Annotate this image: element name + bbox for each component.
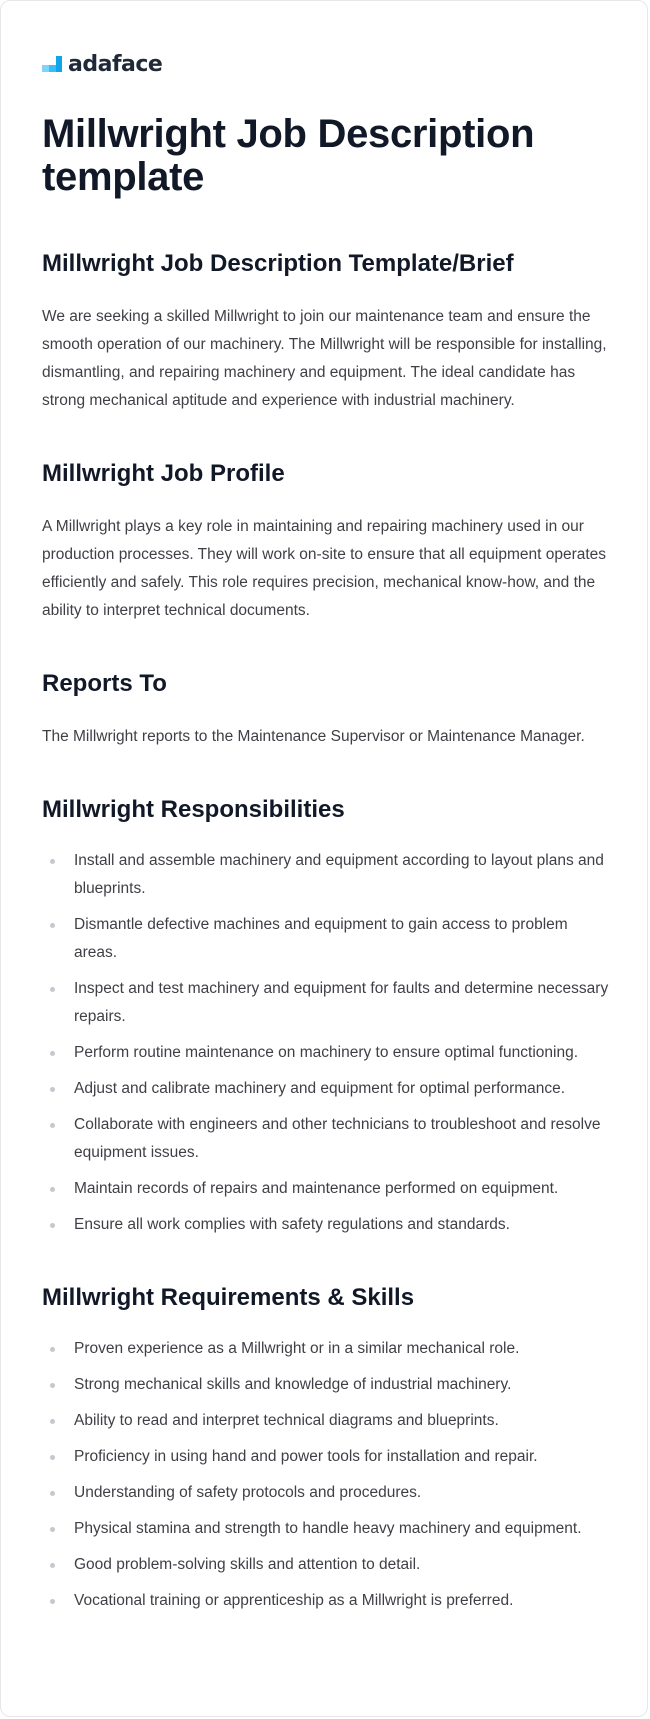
section-heading: Millwright Requirements & Skills [42, 1284, 415, 1311]
document-content [42, 49, 610, 1615]
list-item: Collaborate with engineers and other technicians to troubleshoot and resolve equipment issues. [42, 1111, 610, 1167]
section-text: A Millwright plays a key role in maintaining and repairing machinery used in our production processes. They will work on-site to ensure that all equipment operates efficiently and safely. This role requires precision, mechanical know-how, and the ability to interpret technical documents. [42, 518, 607, 619]
list-item: Understanding of safety protocols and procedures. [42, 1479, 610, 1507]
list-item: Adjust and calibrate machinery and equipment for optimal performance. [42, 1075, 610, 1103]
list-item: Ensure all work complies with safety regulations and standards. [42, 1211, 610, 1239]
list-item: Install and assemble machinery and equipment according to layout plans and blueprints. [42, 847, 610, 903]
list-item: Dismantle defective machines and equipment to gain access to problem areas. [42, 911, 610, 967]
section-heading: Reports To [42, 670, 167, 697]
section-text: The Millwright reports to the Maintenance Supervisor or Maintenance Manager. [42, 728, 585, 745]
list-item: Ability to read and interpret technical diagrams and blueprints. [42, 1407, 610, 1435]
section-heading: Millwright Responsibilities [42, 796, 345, 823]
brand-name: adaface [68, 51, 163, 77]
section-responsibilities [42, 795, 610, 1239]
page-title: Millwright Job Description template [42, 112, 535, 199]
requirements-list [42, 1335, 610, 1615]
list-item: Good problem-solving skills and attention to detail. [42, 1551, 610, 1579]
section-requirements [42, 1283, 610, 1615]
brand-logo[interactable] [42, 49, 610, 79]
list-item: Maintain records of repairs and maintenance performed on equipment. [42, 1175, 610, 1203]
list-item: Proficiency in using hand and power tools for installation and repair. [42, 1443, 610, 1471]
adaface-logo-icon [42, 54, 64, 74]
list-item: Strong mechanical skills and knowledge of industrial machinery. [42, 1371, 610, 1399]
list-item: Vocational training or apprenticeship as a Millwright is preferred. [42, 1587, 610, 1615]
section-heading: Millwright Job Profile [42, 460, 285, 487]
list-item: Inspect and test machinery and equipment for faults and determine necessary repairs. [42, 975, 610, 1031]
list-item: Proven experience as a Millwright or in a similar mechanical role. [42, 1335, 610, 1363]
section-heading: Millwright Job Description Template/Brief [42, 250, 514, 277]
list-item: Perform routine maintenance on machinery to ensure optimal functioning. [42, 1039, 610, 1067]
section-reports-to [42, 669, 610, 751]
list-item: Physical stamina and strength to handle heavy machinery and equipment. [42, 1515, 610, 1543]
section-text: We are seeking a skilled Millwright to join our maintenance team and ensure the smooth operation of our machinery. The Millwright will be responsible for installing, dismantling, and repairing machinery and equipment. The ideal candidate has strong mechanical aptitude and experience with industrial machinery. [42, 308, 607, 409]
responsibilities-list [42, 847, 610, 1239]
section-brief [42, 249, 610, 415]
section-profile [42, 459, 610, 625]
